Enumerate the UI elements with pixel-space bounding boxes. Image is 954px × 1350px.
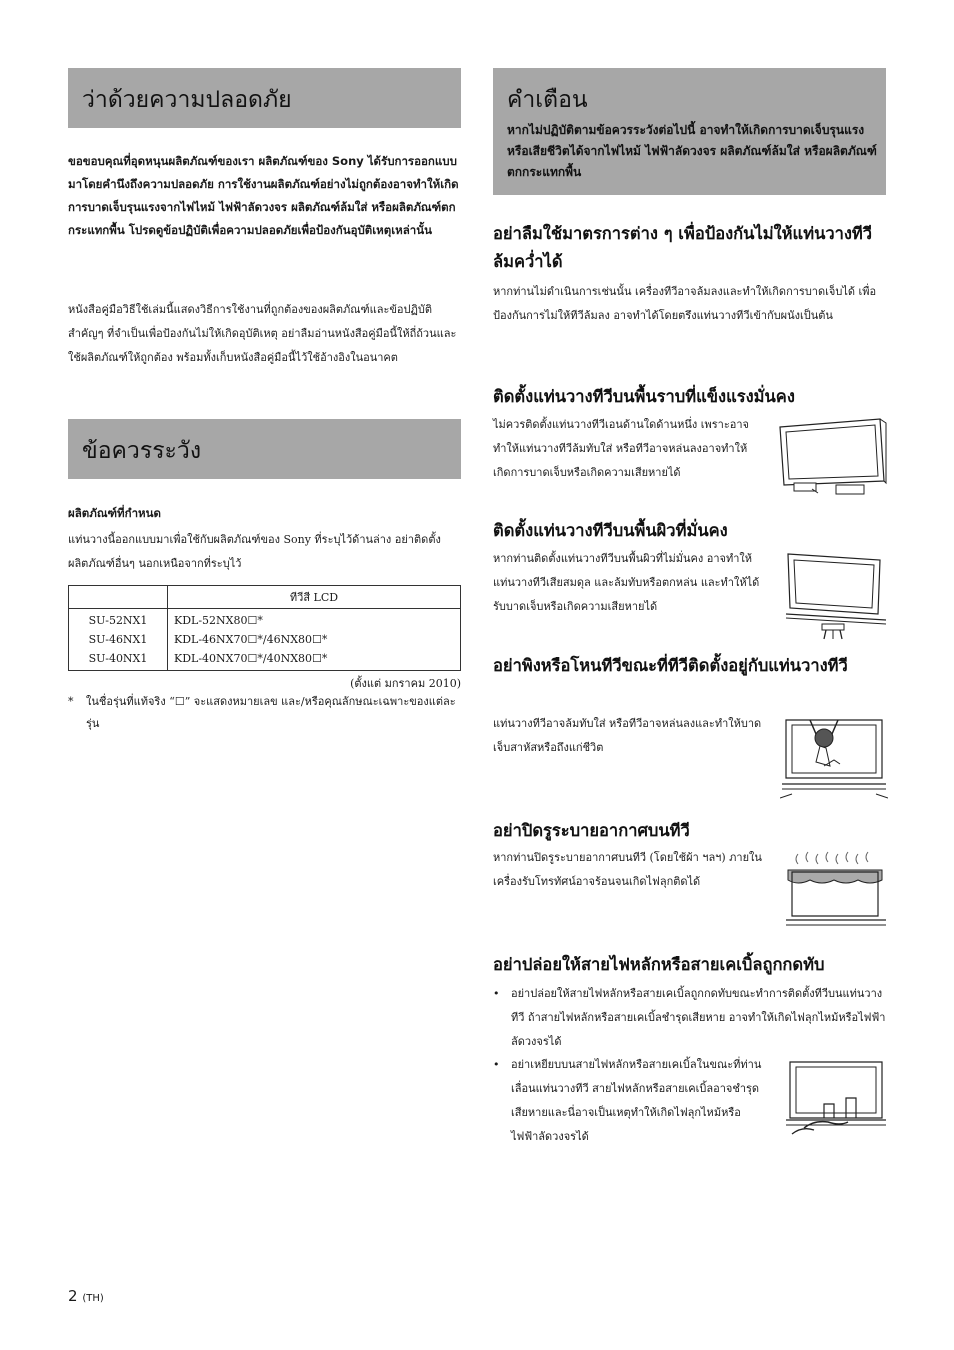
tv-model: KDL-46NX70☐*/46NX80☐*	[174, 633, 328, 646]
bullet-dot: •	[493, 1058, 500, 1071]
section-text-no-leaning: แท่นวางทีวีอาจล้มทับใส่ หรือทีวีอาจหล่นลงและทำให้บาดเจ็บสาหัสหรือถึงแก่ชีวิต	[493, 717, 762, 754]
section-heading-no-leaning: อย่าพิงหรือโหนทีวีขณะที่ทีวีติดตั้งอยู่กับแท่นวางทีวี	[493, 656, 848, 675]
section-heading-ventilation: อย่าปิดรูระบายอากาศบนทีวี	[493, 821, 690, 840]
specified-products-heading: ผลิตภัณฑ์ที่กำหนด	[68, 506, 161, 520]
precautions-body: แท่นวางนี้ออกแบบมาเพื่อใช้กับผลิตภัณฑ์ของ Sony ที่ระบุไว้ด้านล่าง อย่าติดตั้งผลิตภัณฑ์อื่นๆ นอกเหนือจากที่ระบุไว้	[68, 533, 441, 570]
section-heading-flat-floor: ติดตั้งแท่นวางทีวีบนพื้นราบที่แข็งแรงมั่นคง	[493, 387, 795, 406]
safety-title: ว่าด้วยความปลอดภัย	[82, 87, 292, 113]
model-table	[68, 585, 461, 671]
tv-on-unstable-table-illustration	[782, 548, 888, 640]
cable-bullet-text: อย่าปล่อยให้สายไฟหลักหรือสายเคเบิ้ลถูกกดทับขณะทำการติดตั้งทีวีบนแท่นวางทีวี ถ้าสายไฟหลักหรือสายเคเบิ้ลชำรุดเสียหาย อาจทำให้เกิดไฟลุกไหม้หรือไฟฟ้าลัดวงจรได้	[511, 987, 886, 1048]
safety-intro: ขอขอบคุณที่อุดหนุนผลิตภัณฑ์ของเรา ผลิตภัณฑ์ของ Sony ได้รับการออกแบบมาโดยคำนึงถึงความปลอดภัย การใช้งานผลิตภัณฑ์อย่างไม่ถูกต้องอาจทำให้เกิดการบาดเจ็บรุนแรงจากไฟไหม้ ไฟฟ้าลัดวงจร ผลิตภัณฑ์ล้มใส่ หรือผลิตภัณฑ์ตกกระแทกพื้น โปรดดูข้อปฏิบัติเพื่อความปลอดภัยเพื่อป้องกันอุบัติเหตุเหล่านั้น	[68, 154, 459, 237]
covered-vents-illustration	[784, 850, 888, 932]
cable-bullet-2	[493, 1053, 768, 1149]
tv-model: KDL-52NX80☐*	[174, 614, 263, 627]
section-heading-stable-surface: ติดตั้งแท่นวางทีวีบนพื้นผิวที่มั่นคง	[493, 521, 728, 540]
precautions-banner	[68, 419, 461, 479]
section-heading-anti-tip: อย่าลืมใช้มาตรการต่าง ๆ เพื่อป้องกันไม่ให้แท่นวางทีวีล้มคว่ำได้	[493, 224, 873, 271]
safety-banner	[68, 68, 461, 128]
page-language: (TH)	[82, 1293, 104, 1304]
table-header-tv: ทีวีสี LCD	[168, 586, 461, 609]
table-date-note: (ตั้งแต่ มกราคม 2010)	[350, 677, 461, 690]
footnote-asterisk: *	[68, 695, 74, 708]
tv-model-column	[168, 609, 461, 671]
cable-bullet-text: อย่าเหยียบบนสายไฟหลักหรือสายเคเบิ้ลในขณะที่ท่านเลื่อนแท่นวางทีวี สายไฟหลักหรือสายเคเบิ้ลอาจชำรุดเสียหายและนี่อาจเป็นเหตุทำให้เกิดไฟลุกไหม้หรือไฟฟ้าลัดวงจรได้	[511, 1058, 762, 1143]
cable-bullet-1	[493, 982, 886, 1054]
tv-model: KDL-40NX70☐*/40NX80☐*	[174, 652, 328, 665]
table-footnote	[68, 691, 461, 735]
section-text-flat-floor: ไม่ควรติดตั้งแท่นวางทีวีเอนด้านใดด้านหนึ่ง เพราะอาจทำให้แท่นวางทีวีล้มทับใส่ หรือทีวีอาจหล่นลงอาจทำให้เกิดการบาดเจ็บหรือเกิดความเสียหายได้	[493, 418, 749, 479]
safety-body: หนังสือคู่มือวิธีใช้เล่มนี้แสดงวิธีการใช้งานที่ถูกต้องของผลิตภัณฑ์และข้อปฏิบัติสำคัญๆ ที่จำเป็นเพื่อป้องกันไม่ให้เกิดอุบัติเหตุ อย่าลืมอ่านหนังสือคู่มือนี้ให้ถี่ถ้วนและใช้ผลิตภัณฑ์ให้ถูกต้อง พร้อมทั้งเก็บหนังสือคู่มือนี้ไว้ใช้อ้างอิงในอนาคต	[68, 303, 457, 364]
table-corner	[69, 586, 168, 609]
stand-model: SU-52NX1	[88, 614, 148, 627]
section-text-ventilation: หากท่านปิดรูระบายอากาศบนทีวี (โดยใช้ผ้า ฯลฯ) ภายในเครื่องรับโทรทัศน์อาจร้อนจนเกิดไฟลุกติดได้	[493, 851, 762, 888]
warning-title: คำเตือน	[507, 87, 588, 113]
warning-subtitle: หากไม่ปฏิบัติตามข้อควรระวังต่อไปนี้ อาจทำให้เกิดการบาดเจ็บรุนแรงหรือเสียชีวิตได้จากไฟไหม้ ไฟฟ้าลัดวงจร ผลิตภัณฑ์ล้มใส่ หรือผลิตภัณฑ์ตกกระแทกพื้น	[507, 123, 877, 179]
child-hanging-on-tv-illustration	[780, 712, 888, 802]
stand-model-column	[69, 609, 168, 671]
footnote-text: ในชื่อรุ่นที่แท้จริง “☐” จะแสดงหมายเลข และ/หรือคุณลักษณะเฉพาะของแต่ละรุ่น	[86, 695, 456, 730]
bullet-dot: •	[493, 987, 500, 1000]
section-text-stable-surface: หากท่านติดตั้งแท่นวางทีวีบนพื้นผิวที่ไม่มั่นคง อาจทำให้แท่นวางทีวีเสียสมดุล และล้มทับหรือตกหล่น และทำให้ได้รับบาดเจ็บหรือเกิดความเสียหายได้	[493, 552, 760, 613]
tilted-tv-illustration	[776, 415, 888, 500]
section-text-anti-tip: หากท่านไม่ดำเนินการเช่นนั้น เครื่องทีวีอาจล้มลงและทำให้เกิดการบาดเจ็บได้ เพื่อป้องกันการไม่ให้ทีวีล้มลง อาจทำได้โดยตรึงแท่นวางทีวีเข้ากับผนังเป็นต้น	[493, 285, 877, 322]
stand-model: SU-46NX1	[88, 633, 148, 646]
precautions-title: ข้อควรระวัง	[82, 438, 202, 464]
page-number-value: 2	[68, 1287, 78, 1305]
stand-model: SU-40NX1	[88, 652, 148, 665]
page-number	[68, 1287, 104, 1305]
section-heading-cables: อย่าปล่อยให้สายไฟหลักหรือสายเคเบิ้ลถูกกดทับ	[493, 955, 825, 974]
pinched-cable-illustration	[784, 1058, 888, 1138]
warning-banner	[493, 68, 886, 195]
